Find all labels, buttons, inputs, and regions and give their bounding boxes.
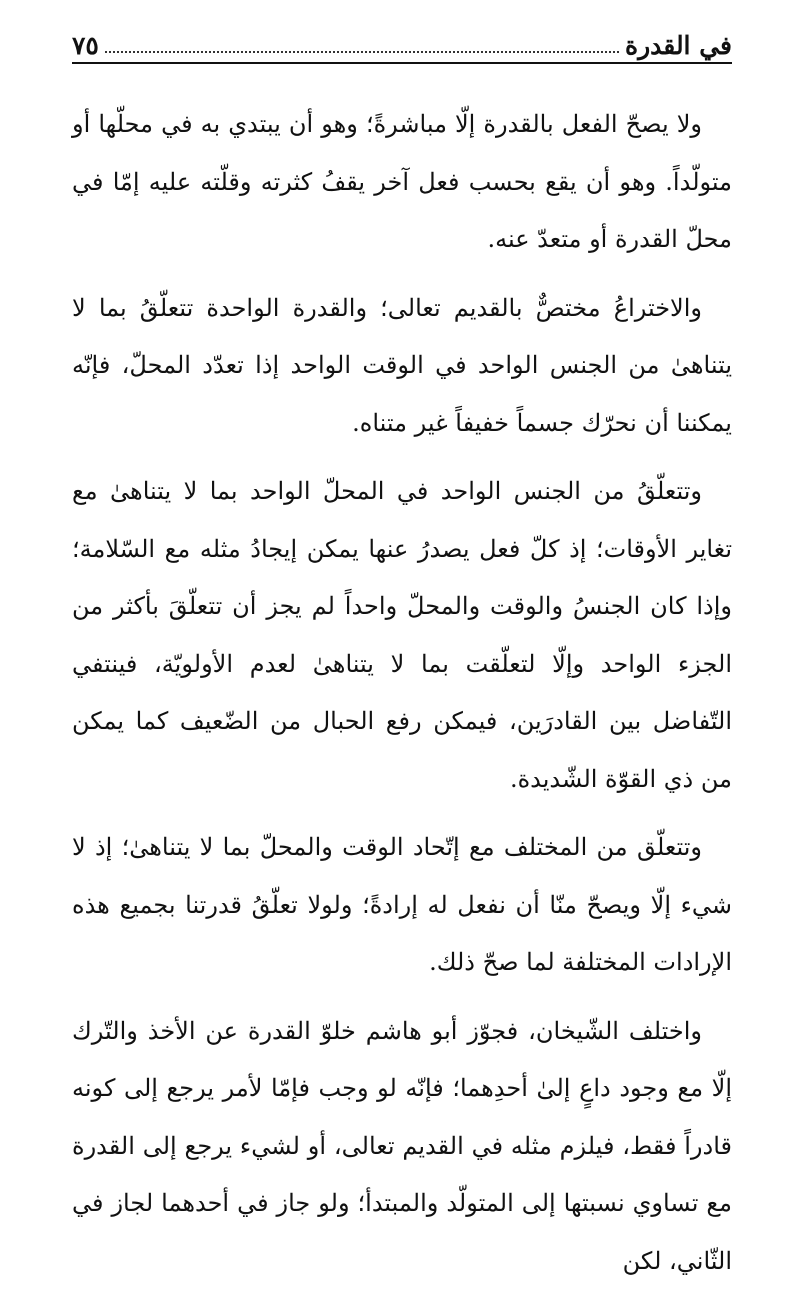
paragraph-4: وتتعلّق من المختلف مع إتّحاد الوقت والمحلّ بما لا يتناهىٰ؛ إذ لا شيء إلّا ويصحّ منّا أن نفعل له إرادةً؛ ولولا تعلّقُ قدرتنا بجميع هذه الإرادات المختلفة لما صحّ ذلك. xyxy=(72,833,732,976)
dotted-leader xyxy=(105,51,619,53)
paragraph-1: ولا يصحّ الفعل بالقدرة إلّا مباشرةً؛ وهو أن يبتدي به في محلّها أو متولّداً. وهو أن يقع بحسب فعل آخر يقفُ كثرته وقلّته عليه إمّا في محلّ القدرة أو متعدّ عنه. xyxy=(72,110,732,253)
page-body xyxy=(72,96,732,1301)
running-title: في القدرة xyxy=(625,31,732,60)
page-header xyxy=(72,28,732,64)
paragraph-3: وتتعلّقُ من الجنس الواحد في المحلّ الواحد بما لا يتناهىٰ مع تغاير الأوقات؛ إذ كلّ فعل يصدرُ عنها يمكن إيجادُ مثله مع السّلامة؛ وإذا كان الجنسُ والوقت والمحلّ واحداً لم يجز أن تتعلّقَ بأكثر من الجزء الواحد وإلّا لتعلّقت بما لا يتناهىٰ لعدم الأولويّة، فينتفي التّفاضل بين القادرَين، فيمكن رفع الحبال من الضّعيف كما يمكن من ذي القوّة الشّديدة. xyxy=(72,477,732,793)
paragraph-2: والاختراعُ مختصٌّ بالقديم تعالى؛ والقدرة الواحدة تتعلّقُ بما لا يتناهىٰ من الجنس الواحد في الوقت الواحد إذا تعدّد المحلّ، فإنّه يمكننا أن نحرّك جسماً خفيفاً غير متناه. xyxy=(72,293,732,437)
paragraph-5: واختلف الشّيخان، فجوّز أبو هاشم خلوّ القدرة عن الأخذ والتّرك إلّا مع وجود داعٍ إلىٰ أحدِهما؛ فإنّه لو وجب فإمّا لأمر يرجع إلى كونه قادراً فقط، فيلزم مثله في القديم تعالى، أو لشيء يرجع إلى القدرة مع تساوي نسبتها إلى المتولّد والمبتدأ؛ ولو جاز في أحدهما لجاز في الثّاني، لكن xyxy=(72,1016,732,1275)
page-number: ٧٥ xyxy=(72,31,99,60)
